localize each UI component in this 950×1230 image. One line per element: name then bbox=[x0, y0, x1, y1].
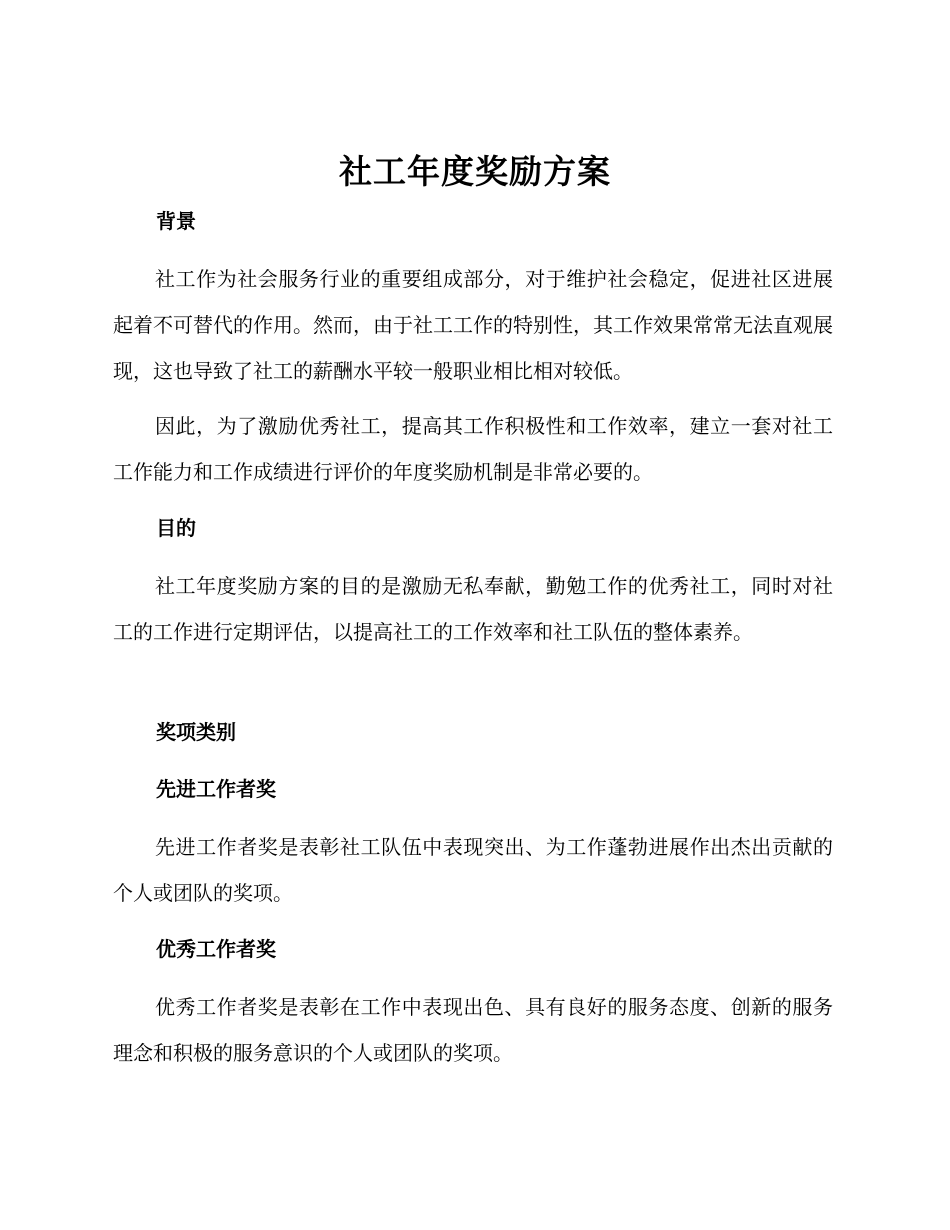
section-heading-background: 背景 bbox=[156, 209, 196, 233]
paragraph-advanced-worker-award: 先进工作者奖是表彰社工队伍中表现突出、为工作蓬勃进展作出杰出贡献的个人或团队的奖项。 bbox=[113, 835, 833, 905]
paragraph-purpose: 社工年度奖励方案的目的是激励无私奉献，勤勉工作的优秀社工，同时对社工的工作进行定期评估，以提高社工的工作效率和社工队伍的整体素养。 bbox=[113, 574, 833, 644]
section-heading-advanced-worker-award: 先进工作者奖 bbox=[156, 777, 276, 801]
section-heading-purpose: 目的 bbox=[156, 516, 196, 540]
section-heading-excellent-worker-award: 优秀工作者奖 bbox=[156, 937, 276, 961]
paragraph-background-1: 社工作为社会服务行业的重要组成部分，对于维护社会稳定，促进社区进展起着不可替代的作用。然而，由于社工工作的特别性，其工作效果常常无法直观展现，这也导致了社工的薪酬水平较一般职业相比相对较低。 bbox=[113, 267, 833, 383]
paragraph-excellent-worker-award: 优秀工作者奖是表彰在工作中表现出色、具有良好的服务态度、创新的服务理念和积极的服务意识的个人或团队的奖项。 bbox=[113, 995, 833, 1065]
section-heading-award-categories: 奖项类别 bbox=[156, 720, 236, 744]
document-title: 社工年度奖励方案 bbox=[339, 152, 611, 191]
paragraph-background-2: 因此，为了激励优秀社工，提高其工作积极性和工作效率，建立一套对社工工作能力和工作成绩进行评价的年度奖励机制是非常必要的。 bbox=[113, 414, 833, 484]
